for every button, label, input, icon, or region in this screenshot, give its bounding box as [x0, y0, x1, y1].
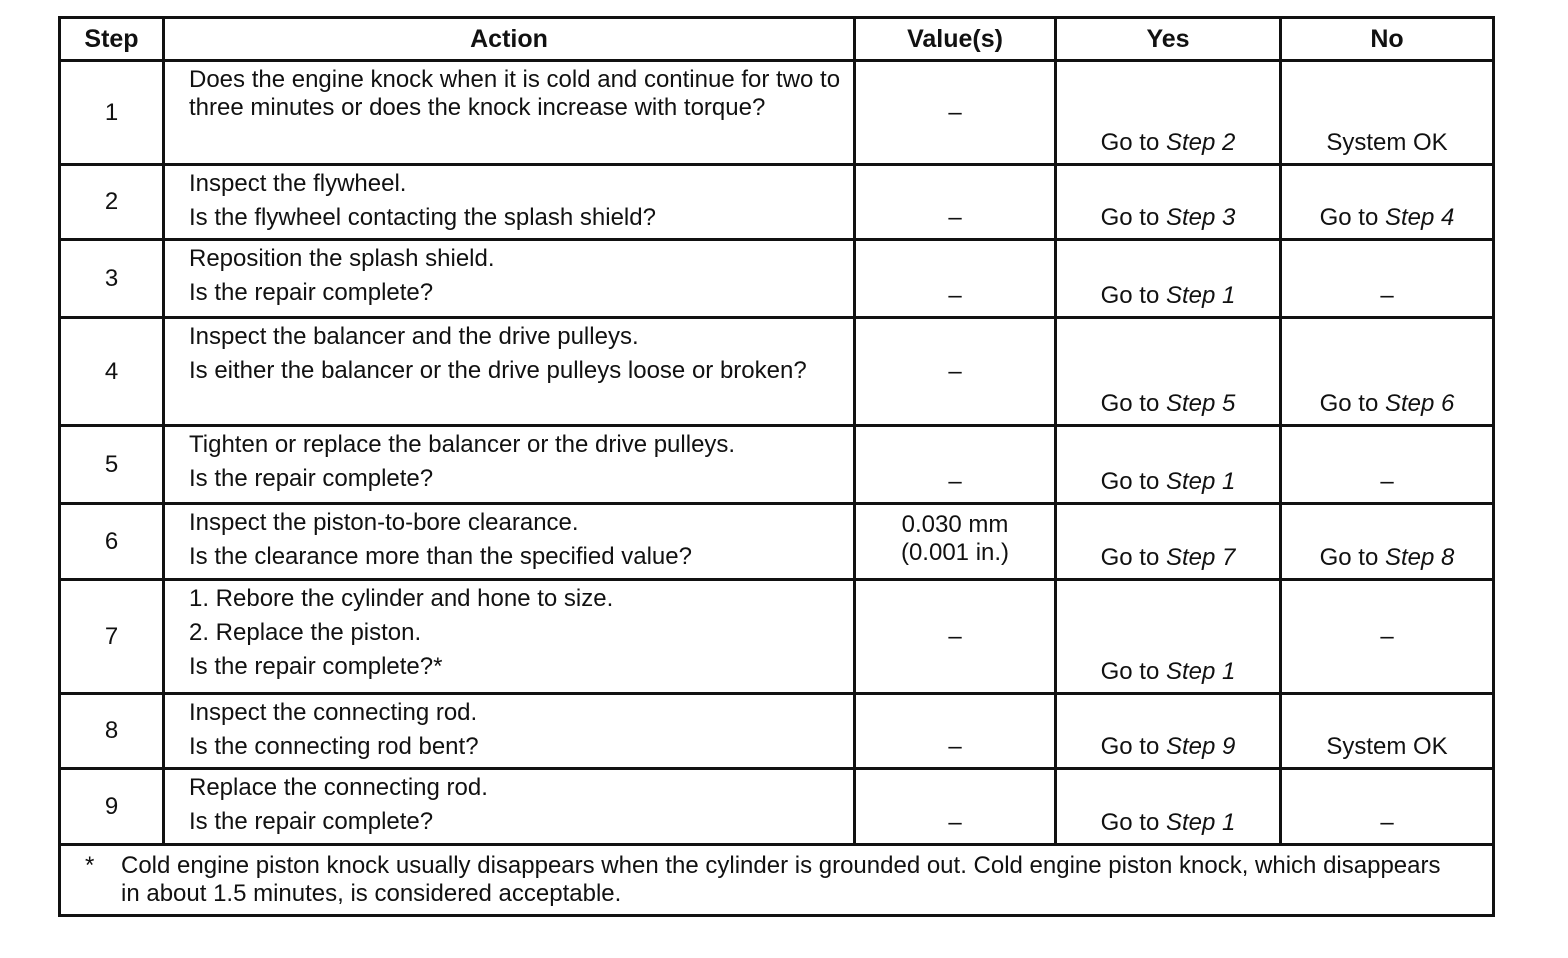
table-row	[60, 504, 1494, 580]
step-number: 9	[60, 769, 164, 845]
step-number: 7	[60, 580, 164, 694]
action-line: Is the repair complete?	[189, 808, 434, 835]
value-cell: –	[855, 240, 1056, 318]
no-step-ref: Step 8	[1384, 544, 1455, 571]
yes-step-ref: Step 1	[1165, 809, 1236, 836]
no-text: –	[1380, 622, 1394, 650]
no-cell	[1281, 318, 1494, 426]
action-line: Is the clearance more than the specified value?	[189, 543, 692, 570]
yes-step-ref: Step 1	[1165, 658, 1236, 685]
yes-prefix: Go to	[1100, 129, 1166, 156]
yes-prefix: Go to	[1100, 733, 1166, 760]
action-cell	[164, 504, 855, 580]
yes-step-ref: Step 7	[1165, 544, 1236, 571]
table-row	[60, 426, 1494, 504]
yes-cell	[1056, 165, 1281, 240]
table-row	[60, 769, 1494, 845]
action-cell	[164, 769, 855, 845]
yes-cell	[1056, 61, 1281, 165]
no-text: –	[1380, 282, 1394, 309]
table-body	[60, 61, 1494, 845]
yes-cell	[1056, 580, 1281, 694]
value-cell: –	[855, 426, 1056, 504]
no-cell	[1281, 426, 1494, 504]
yes-step-ref: Step 3	[1165, 204, 1236, 231]
no-cell	[1281, 580, 1494, 694]
no-cell	[1281, 240, 1494, 318]
table-footer	[60, 845, 1494, 916]
value-cell: –	[855, 318, 1056, 426]
table-row	[60, 318, 1494, 426]
value-cell: –	[855, 61, 1056, 165]
table-row	[60, 165, 1494, 240]
action-line: Is either the balancer or the drive pulleys loose or broken?	[189, 357, 807, 384]
action-line: Is the flywheel contacting the splash shield?	[189, 204, 656, 231]
yes-cell	[1056, 318, 1281, 426]
action-cell	[164, 694, 855, 769]
table-row	[60, 240, 1494, 318]
value-cell: –	[855, 580, 1056, 694]
action-line: Inspect the connecting rod.	[189, 699, 478, 726]
step-number: 2	[60, 165, 164, 240]
value-cell: –	[855, 769, 1056, 845]
action-line: Replace the connecting rod.	[189, 774, 488, 801]
action-line: 2. Replace the piston.	[189, 619, 422, 646]
no-prefix: Go to	[1319, 390, 1385, 417]
action-line: Inspect the balancer and the drive pulleys.	[189, 323, 639, 350]
value-line: (0.001 in.)	[900, 539, 1010, 566]
action-cell	[164, 318, 855, 426]
yes-step-ref: Step 1	[1165, 468, 1236, 495]
header-values: Value(s)	[855, 18, 1056, 61]
yes-step-ref: Step 1	[1165, 282, 1236, 309]
yes-prefix: Go to	[1100, 282, 1166, 309]
action-line: Tighten or replace the balancer or the drive pulleys.	[189, 431, 736, 458]
no-step-ref: Step 4	[1384, 204, 1455, 231]
table-header	[60, 18, 1494, 61]
step-number: 4	[60, 318, 164, 426]
no-cell	[1281, 504, 1494, 580]
yes-cell	[1056, 426, 1281, 504]
table-row	[60, 580, 1494, 694]
no-step-ref: Step 6	[1384, 390, 1455, 417]
action-line: Inspect the flywheel.	[189, 170, 407, 197]
no-text: –	[1380, 468, 1394, 495]
value-cell: –	[855, 165, 1056, 240]
yes-prefix: Go to	[1100, 390, 1166, 417]
yes-prefix: Go to	[1100, 204, 1166, 231]
footnote-text: Cold engine piston knock usually disappears when the cylinder is grounded out. Cold engine piston knock, which disappears in about 1.5 minutes, is considered acceptable.	[121, 852, 1441, 907]
yes-cell	[1056, 504, 1281, 580]
diagnostic-table	[58, 16, 1495, 917]
header-action: Action	[164, 18, 855, 61]
action-cell	[164, 580, 855, 694]
yes-cell	[1056, 694, 1281, 769]
step-number: 8	[60, 694, 164, 769]
yes-prefix: Go to	[1100, 468, 1166, 495]
no-cell	[1281, 694, 1494, 769]
action-line: Is the repair complete?*	[189, 653, 443, 680]
footnote-row	[60, 845, 1494, 916]
action-line: Does the engine knock when it is cold and continue for two to three minutes or does the knock increase with torque?	[189, 66, 841, 121]
no-cell	[1281, 61, 1494, 165]
action-cell	[164, 61, 855, 165]
table-row	[60, 61, 1494, 165]
no-cell	[1281, 165, 1494, 240]
table-row	[60, 694, 1494, 769]
action-line: Inspect the piston-to-bore clearance.	[189, 509, 579, 536]
step-number: 5	[60, 426, 164, 504]
step-number: 1	[60, 61, 164, 165]
yes-prefix: Go to	[1100, 809, 1166, 836]
action-line: Is the repair complete?	[189, 465, 434, 492]
no-prefix: Go to	[1319, 204, 1385, 231]
no-text: System OK	[1326, 129, 1448, 156]
yes-cell	[1056, 240, 1281, 318]
footnote-mark: *	[85, 852, 95, 879]
step-number: 3	[60, 240, 164, 318]
no-text: System OK	[1326, 733, 1448, 760]
action-line: Reposition the splash shield.	[189, 245, 495, 272]
header-yes: Yes	[1056, 18, 1281, 61]
header-no: No	[1281, 18, 1494, 61]
yes-step-ref: Step 2	[1165, 129, 1236, 156]
header-row	[60, 18, 1494, 61]
action-line: Is the connecting rod bent?	[189, 733, 479, 760]
value-cell: –	[855, 694, 1056, 769]
yes-prefix: Go to	[1100, 658, 1166, 685]
yes-prefix: Go to	[1100, 544, 1166, 571]
action-line: 1. Rebore the cylinder and hone to size.	[189, 585, 614, 612]
action-cell	[164, 165, 855, 240]
action-cell	[164, 426, 855, 504]
yes-step-ref: Step 9	[1165, 733, 1236, 760]
no-cell	[1281, 769, 1494, 845]
value-cell	[855, 504, 1056, 580]
no-prefix: Go to	[1319, 544, 1385, 571]
yes-cell	[1056, 769, 1281, 845]
no-text: –	[1380, 809, 1394, 836]
step-number: 6	[60, 504, 164, 580]
action-cell	[164, 240, 855, 318]
yes-step-ref: Step 5	[1165, 390, 1236, 417]
value-line: 0.030 mm	[901, 511, 1009, 538]
footnote-cell	[60, 845, 1494, 916]
header-step: Step	[60, 18, 164, 61]
action-line: Is the repair complete?	[189, 279, 434, 306]
